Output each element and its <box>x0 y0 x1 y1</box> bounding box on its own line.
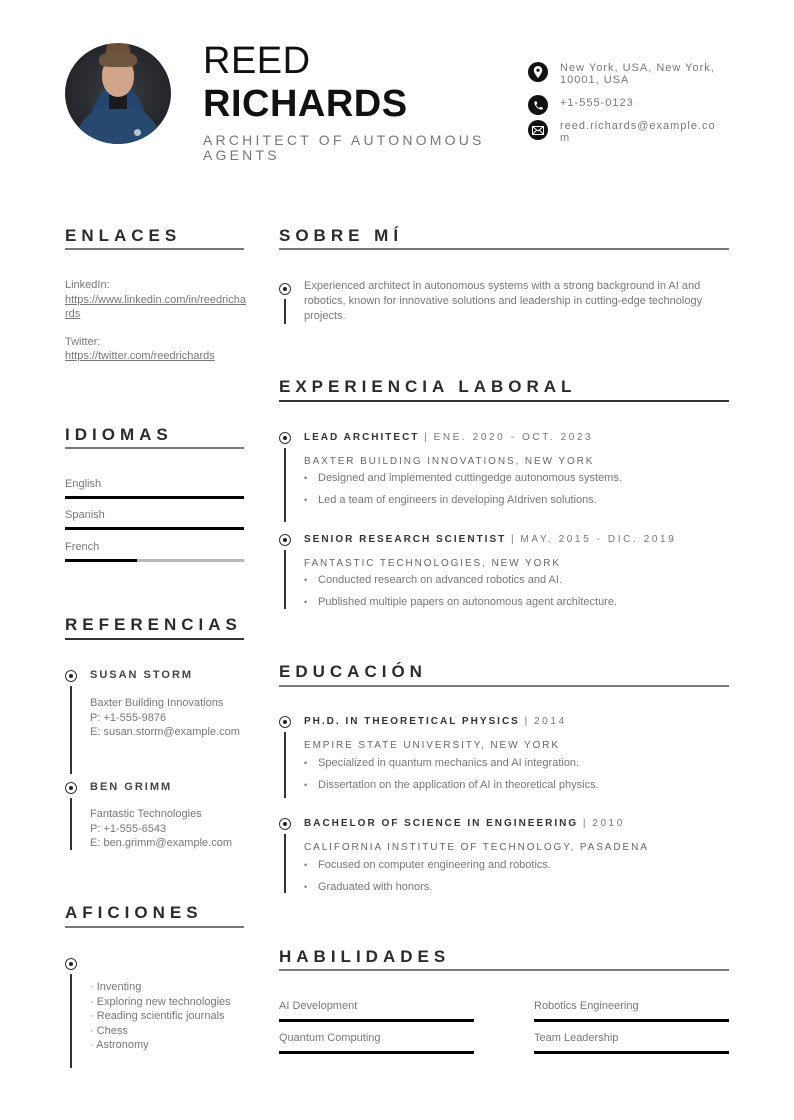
graduation-year: 2014 <box>534 716 567 727</box>
reference-phone: P: +1-555-9876 <box>90 711 167 724</box>
reference-name: BEN GRIMM <box>90 781 173 793</box>
first-name: REED <box>203 40 311 82</box>
bullet-icon: • <box>304 780 308 790</box>
education-bullet: • Focused on computer engineering and robotics. <box>304 859 551 871</box>
about-text: Experienced architect in autonomous systems with a strong background in AI and robotics, known for innovative solutions and leadership in cutting-edge technology projects. <box>304 280 703 322</box>
bullet-icon: • <box>304 575 308 585</box>
phone-icon <box>528 95 548 115</box>
phone-text: +1-555-0123 <box>560 97 634 109</box>
hobbies-title: AFICIONES <box>65 903 203 922</box>
language-english-bar <box>65 496 244 499</box>
reference-email: E: susan.storm@example.com <box>90 726 240 738</box>
last-name: RICHARDS <box>203 83 408 125</box>
hobby-item: · Reading scientific journals <box>90 1010 225 1022</box>
timeline-dot-icon <box>279 432 291 444</box>
timeline-dot-icon <box>65 958 77 970</box>
links-divider <box>65 248 244 250</box>
links-title: ENLACES <box>65 226 182 245</box>
linkedin-link[interactable]: https://www.linkedin.com/in/reedrichards <box>65 293 246 320</box>
photo-neck <box>109 95 127 109</box>
language-spanish-fill <box>65 527 244 530</box>
timeline-dot-icon <box>279 283 291 295</box>
job-role: SENIOR RESEARCH SCIENTIST <box>304 534 507 545</box>
language-french-bar <box>65 559 244 562</box>
skill-label: Quantum Computing <box>279 1032 381 1044</box>
experience-heading <box>304 432 593 444</box>
photo-logo <box>134 129 141 136</box>
job-bullet: • Designed and implemented cuttingedge autonomous systems. <box>304 472 622 484</box>
education-heading <box>304 716 567 728</box>
job-title: ARCHITECT OF AUTONOMOUS AGENTS <box>203 132 485 163</box>
education-bullet: • Specialized in quantum mechanics and AI integration. <box>304 757 580 769</box>
hobby-item: · Chess <box>90 1024 128 1037</box>
references-divider <box>65 638 244 640</box>
job-bullet: • Published multiple papers on autonomous agent architecture. <box>304 596 618 608</box>
about-divider <box>279 248 729 250</box>
skill-label: AI Development <box>279 1000 358 1012</box>
bullet-icon: • <box>304 495 308 505</box>
degree: PH.D. IN THEORETICAL PHYSICS <box>304 716 520 727</box>
bullet-icon: • <box>304 860 308 870</box>
reference-name: SUSAN STORM <box>90 669 194 681</box>
photo-hair <box>99 51 137 67</box>
timeline-line <box>70 798 72 850</box>
twitter-label: Twitter: <box>65 335 101 348</box>
links-list <box>65 278 247 364</box>
separator: | <box>578 818 593 829</box>
education-divider <box>279 685 729 687</box>
timeline-dot-icon <box>279 716 291 728</box>
school: CALIFORNIA INSTITUTE OF TECHNOLOGY, PASADENA <box>304 842 649 853</box>
education-bullet: • Graduated with honors. <box>304 881 433 893</box>
timeline-dot-icon <box>279 818 291 830</box>
separator: | <box>506 534 521 545</box>
about-title: SOBRE MÍ <box>279 226 404 245</box>
skill-label: Robotics Engineering <box>534 1000 639 1012</box>
contact-email <box>528 120 728 144</box>
timeline-dot-icon <box>65 782 77 794</box>
job-role: LEAD ARCHITECT <box>304 432 420 443</box>
job-dates: MAY. 2015 - DIC. 2019 <box>520 534 677 545</box>
job-bullet: • Conducted research on advanced robotics and AI. <box>304 574 562 586</box>
contact-phone <box>528 95 728 115</box>
contact-address <box>528 62 728 86</box>
job-company: FANTASTIC TECHNOLOGIES, NEW YORK <box>304 558 561 569</box>
linkedin-label: LinkedIn: <box>65 279 110 291</box>
separator: | <box>419 432 434 443</box>
hobbies-list <box>90 980 245 1053</box>
profile-photo <box>65 43 171 144</box>
language-french-fill <box>65 559 137 562</box>
language-spanish-label: Spanish <box>65 509 105 521</box>
reference-company: Baxter Building Innovations <box>90 697 224 709</box>
timeline-line <box>284 299 286 324</box>
bullet-icon: • <box>304 758 308 768</box>
experience-divider <box>279 400 729 402</box>
education-heading <box>304 818 625 830</box>
skill-bar <box>534 1019 729 1022</box>
address-text: New York, USA, New York, 10001, USA <box>560 62 715 86</box>
skills-title: HABILIDADES <box>279 947 451 966</box>
hobbies-divider <box>65 926 244 928</box>
map-pin-icon <box>528 62 548 82</box>
timeline-dot-icon <box>65 670 77 682</box>
timeline-line <box>284 448 286 522</box>
school: EMPIRE STATE UNIVERSITY, NEW YORK <box>304 740 560 751</box>
email-text: reed.richards@example.com <box>560 120 716 144</box>
hobby-item: · Astronomy <box>90 1039 149 1051</box>
languages-divider <box>65 447 244 449</box>
language-french-label: French <box>65 541 100 553</box>
hobby-item: · Exploring new technologies <box>90 995 231 1008</box>
education-bullet: • Dissertation on the application of AI in theoretical physics. <box>304 779 599 791</box>
graduation-year: 2010 <box>592 818 625 829</box>
bullet-icon: • <box>304 882 308 892</box>
reference-company: Fantastic Technologies <box>90 808 202 820</box>
reference-email: E: ben.grimm@example.com <box>90 837 232 849</box>
twitter-link[interactable]: https://twitter.com/reedrichards <box>65 350 215 362</box>
photo-suit <box>75 105 161 144</box>
timeline-dot-icon <box>279 534 291 546</box>
languages-title: IDIOMAS <box>65 425 173 444</box>
references-title: REFERENCIAS <box>65 615 242 634</box>
language-spanish-bar <box>65 527 244 530</box>
skill-bar <box>534 1051 729 1054</box>
timeline-line <box>284 834 286 893</box>
timeline-line <box>70 686 72 774</box>
separator: | <box>519 716 534 727</box>
education-title: EDUCACIÓN <box>279 662 427 681</box>
job-bullet: • Led a team of engineers in developing AIdriven solutions. <box>304 494 597 506</box>
hobby-item: · Inventing <box>90 981 142 993</box>
experience-heading <box>304 534 676 546</box>
job-company: BAXTER BUILDING INNOVATIONS, NEW YORK <box>304 456 595 467</box>
reference-phone: P: +1-555-6543 <box>90 822 167 835</box>
timeline-line <box>284 732 286 798</box>
language-english-label: English <box>65 478 102 490</box>
skill-label: Team Leadership <box>534 1032 619 1044</box>
degree: BACHELOR OF SCIENCE IN ENGINEERING <box>304 818 579 829</box>
bullet-icon: • <box>304 473 308 483</box>
skill-bar <box>279 1051 474 1054</box>
skills-divider <box>279 969 729 971</box>
skill-bar <box>279 1019 474 1022</box>
reference-details <box>90 807 250 851</box>
experience-title: EXPERIENCIA LABORAL <box>279 377 577 396</box>
timeline-line <box>284 550 286 609</box>
language-english-fill <box>65 496 244 499</box>
reference-details <box>90 696 245 740</box>
job-dates: ENE. 2020 - OCT. 2023 <box>433 432 594 443</box>
email-icon <box>528 120 548 140</box>
timeline-line <box>70 974 72 1068</box>
bullet-icon: • <box>304 597 308 607</box>
